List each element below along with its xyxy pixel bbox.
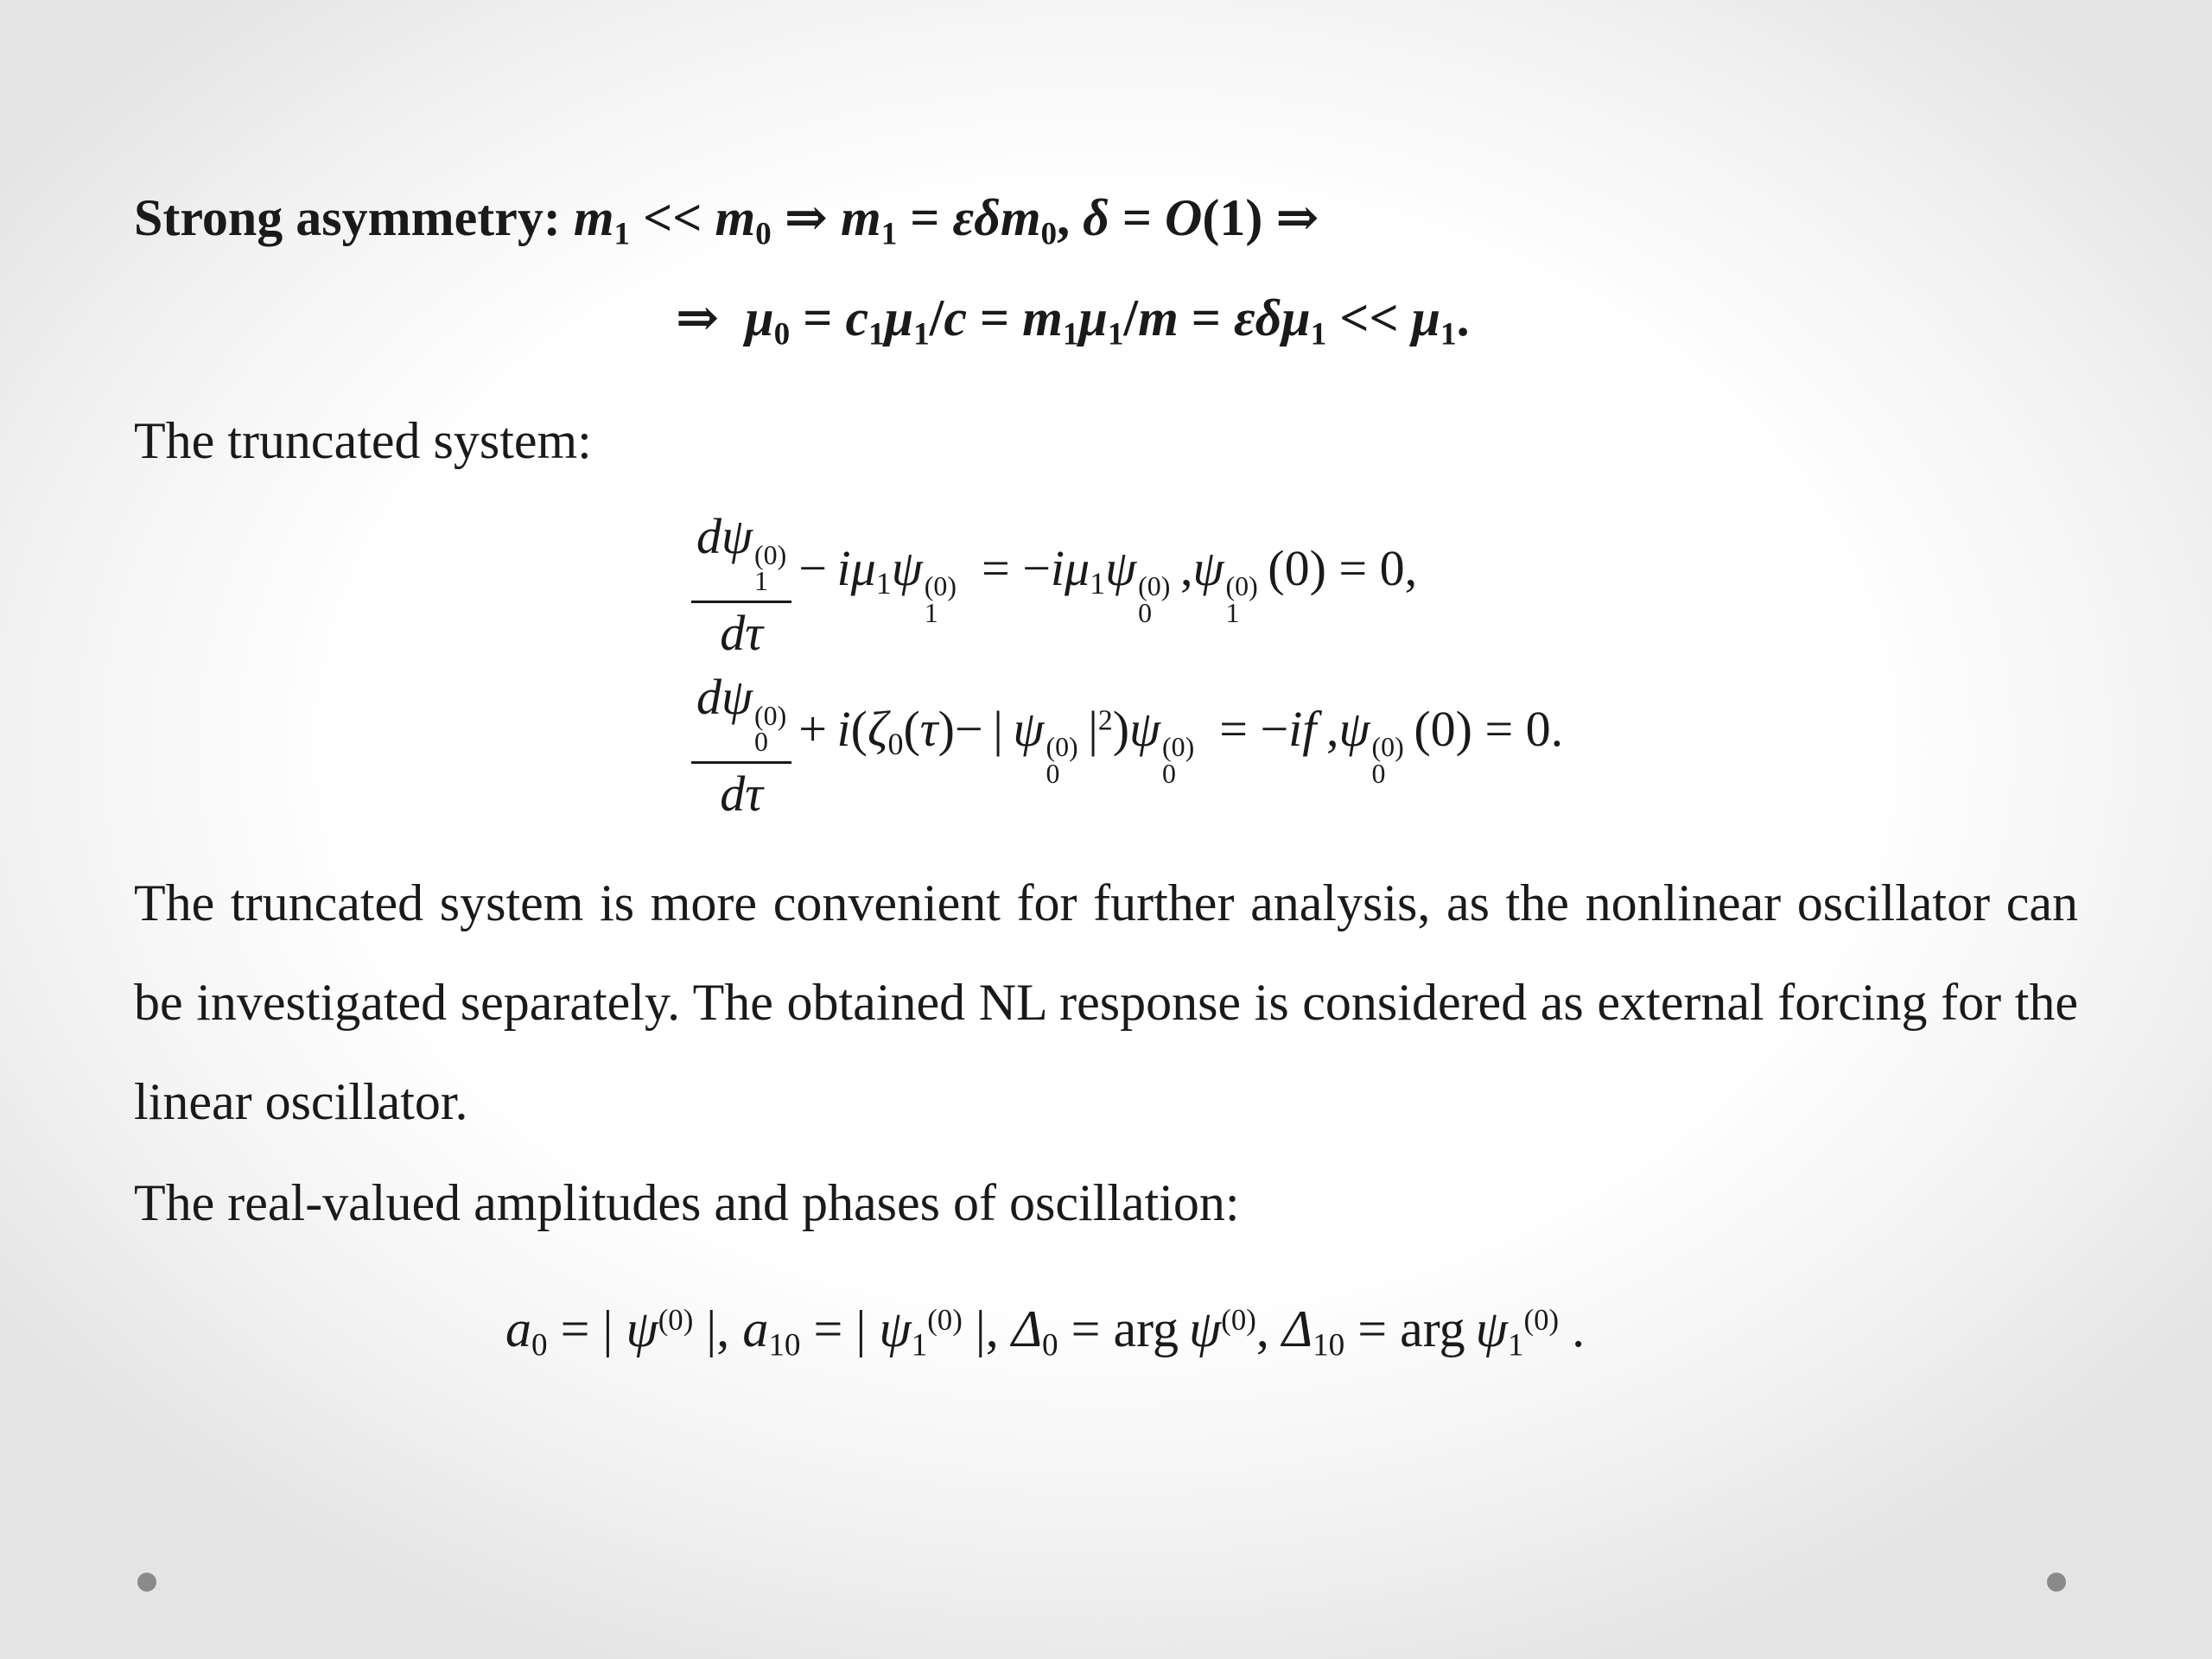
heading-consequence: ⇒ $\mu_0 = c_1\mu_1/c = m_1\mu_1/m = \varepsilon\delta\mu_1 << \mu_1$. <box>676 289 1470 353</box>
heading-line <box>134 189 1319 252</box>
right-dot-icon <box>2047 1573 2066 1592</box>
heading-relation: $m_1 << m_0$ ⇒ $m_1 = \varepsilon\delta m_0$, δ = O(1) ⇒ <box>573 189 1319 252</box>
equation-1-fraction: dψ (0) 1 dτ <box>691 512 791 658</box>
equation-2: dψ (0) 0 dτ + $i(\zeta_0(\tau)-$ | ψ (0) 0 $|^2)\psi$ (0) 0 = −if ,ψ (0) 0 (0) = 0. <box>691 672 1563 819</box>
equation-2-fraction: dψ (0) 0 dτ <box>691 672 791 819</box>
heading-label: Strong asymmetry: <box>134 189 561 246</box>
truncated-intro: The truncated system: <box>134 412 592 469</box>
amplitudes-intro: The real-valued amplitudes and phases of oscillation: <box>134 1174 1240 1231</box>
equation-1: dψ (0) 1 dτ − $i\mu_1\psi$ (0) 1 = $-i\mu_1\psi$ (0) 0 ,ψ (0) 1 (0) = 0, <box>691 512 1417 658</box>
amplitudes-formula: $a_0$ = | $\psi^{(0)}$ |, $a_{10}$ = | $\psi_1^{(0)}$ |, $\Delta_0$ = arg $\psi^{(0)}$, $\Delta_{10}$ = arg $\psi_1^{(0)}$ . <box>505 1300 1586 1363</box>
left-dot-icon <box>137 1573 156 1592</box>
explanation-paragraph: The truncated system is more convenient for further analysis, as the nonlinear oscillator can be investigated separately. The obtained NL response is considered as external forcing for the linear oscillator. <box>134 874 2078 1130</box>
